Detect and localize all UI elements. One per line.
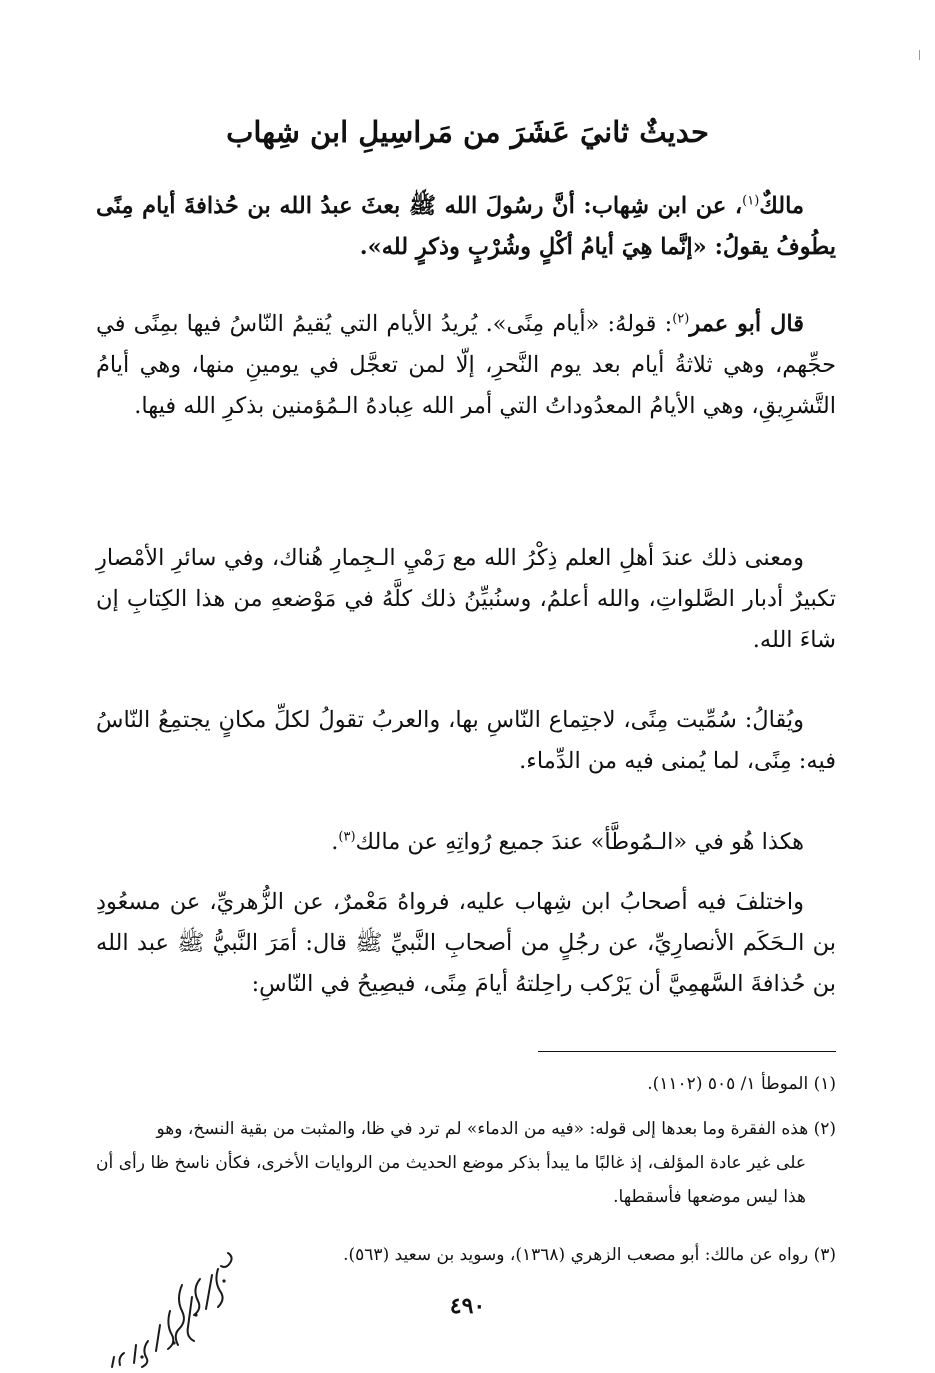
footnote-1: (١) الموطأ ١/ ٥٠٥ (١١٠٢). (647, 1074, 836, 1094)
footnote-ref-1[interactable]: (١) (742, 193, 760, 209)
paragraph-2 (96, 304, 836, 427)
handwritten-note-drawing (100, 1245, 250, 1370)
paragraph-6: واختلفَ فيه أصحابُ ابن شِهاب عليه، فرواهُ مَعْمرٌ، عن الزُّهريِّ، عن مسعُودِ بن الـحَكَم الأنصارِيِّ، عن رجُلٍ من أصحابِ النَّبيِّ ﷺ قال: أمَرَ النَّبيُّ ﷺ عبد الله بن حُذافةَ السَّهمِيَّ أن يَرْكب راحِلتهُ أيامَ مِنًى، فيصِيحُ في النّاسِ: (96, 889, 836, 997)
footnote-2 (96, 1112, 836, 1214)
paragraph-5-end: . (331, 829, 339, 855)
paragraph-2-text: : قولهُ: «أيام مِنًى». يُريدُ الأيام التي يُقيمُ النّاسُ فيها بمِنًى في حجِّهم، وهي ثلاثةُ أيام بعد يوم النَّحرِ، إلّا لمن تعجَّل في يومينِ منها، وهي أيامُ التَّشرِيقِ، وهي الأيامُ المعدُوداتُ التي أمر الله عِبادهُ الـمُؤمنين بذكرِ الله فيها. (96, 311, 836, 419)
footnote-divider (538, 1051, 836, 1052)
paragraph-5-text: هكذا هُو في «الـمُوطَّأ» عندَ جميع رُواتِهِ عن مالك (355, 829, 804, 855)
speaker-name: قال أبو عمر (689, 311, 804, 337)
footnote-ref-2[interactable]: (٢) (672, 311, 690, 327)
footnote-2-first-line: (٢) هذه الفقرة وما بعدها إلى قوله: «فيه من الدماء» لم ترد في ظا، والمثبت من بقية النسخ، وهو (156, 1119, 836, 1139)
hadith-text: ، عن ابن شِهاب: أنَّ رسُولَ الله ﷺ بعثَ عبدُ الله بن حُذافةَ أيام مِنًى يطُوفُ يقولُ: «إنَّما هِيَ أيامُ أكْلٍ وشُرْبٍ وذكرٍ لله». (96, 193, 836, 260)
paragraph-1 (96, 186, 836, 268)
narrator-name: مالكٌ (759, 193, 804, 219)
page-number: ٤٩٠ (449, 1293, 486, 1319)
paragraph-4: ويُقالُ: سُمِّيت مِنًى، لاجتِماع النّاسِ بها، والعربُ تقولُ لكلِّ مكانٍ يجتمِعُ النّاسُ فيه: مِنًى، لما يُمنى فيه من الدِّماء. (96, 707, 836, 774)
paragraph-3: ومعنى ذلك عندَ أهلِ العلم ذِكْرُ الله مع رَمْيِ الـجِمارِ هُناك، وفي سائرِ الأمْصارِ تكبيرٌ أدبار الصَّلواتِ، والله أعلمُ، وسنُبيِّنُ ذلك كلَّهُ في مَوْضعهِ من هذا الكِتابِ إن شاءَ الله. (96, 545, 836, 653)
footnote-2-continuation: على غير عادة المؤلف، إذ غالبًا ما يبدأ بذكر موضع الحديث من الروايات الأخرى، فكأن ناسخ ظا رأى أن هذا ليس موضعها فأسقطها. (96, 1153, 806, 1207)
paragraph-5 (96, 822, 836, 863)
footnote-ref-3[interactable]: (٣) (338, 829, 356, 845)
chapter-heading: حديثٌ ثانيَ عَشَرَ من مَراسِيلِ ابن شِهاب (226, 115, 709, 149)
footnote-3: (٣) رواه عن مالك: أبو مصعب الزهري (١٣٦٨)، وسويد بن سعيد (٥٦٣). (343, 1245, 836, 1265)
margin-tick (919, 50, 926, 60)
